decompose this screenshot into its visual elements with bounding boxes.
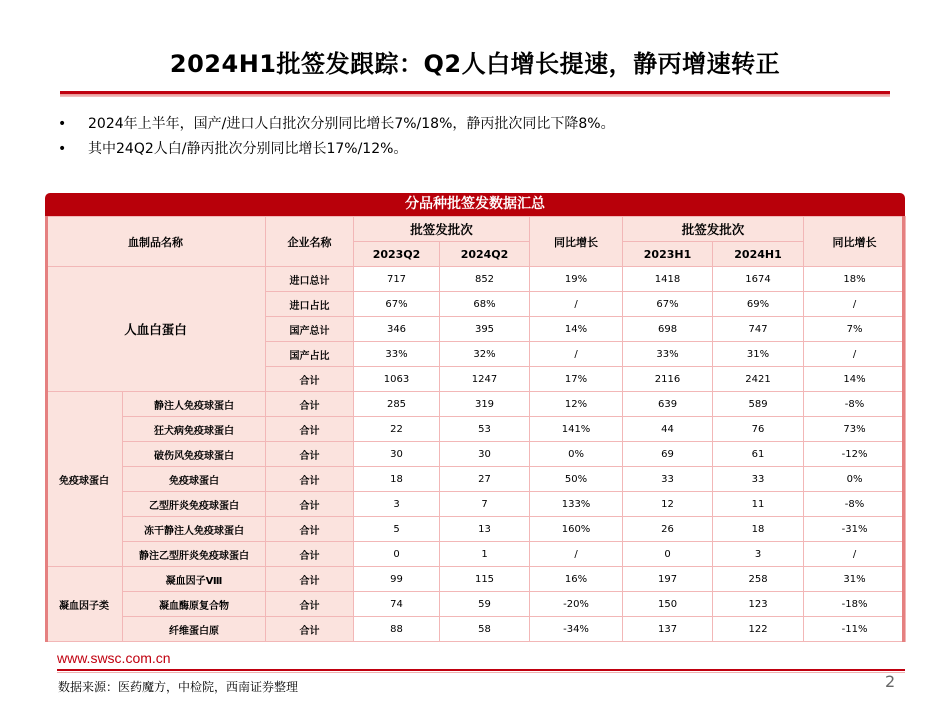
value-yoy-quarter: -34% bbox=[530, 617, 623, 642]
value-2024q2: 395 bbox=[440, 317, 530, 342]
value-2023q2: 18 bbox=[354, 467, 440, 492]
title-underline bbox=[60, 91, 890, 97]
value-yoy-half: -8% bbox=[804, 392, 906, 417]
value-2023h1: 0 bbox=[623, 542, 713, 567]
header-2024q2: 2024Q2 bbox=[440, 242, 530, 267]
sub-product-name: 静注人免疫球蛋白 bbox=[123, 392, 266, 417]
value-2024q2: 53 bbox=[440, 417, 530, 442]
value-2023h1: 197 bbox=[623, 567, 713, 592]
header-product: 血制品名称 bbox=[46, 217, 266, 267]
value-2024q2: 115 bbox=[440, 567, 530, 592]
sub-product-name: 免疫球蛋白 bbox=[123, 467, 266, 492]
value-yoy-half: 18% bbox=[804, 267, 906, 292]
sub-product-name: 静注乙型肝炎免疫球蛋白 bbox=[123, 542, 266, 567]
sub-product-name: 破伤风免疫球蛋白 bbox=[123, 442, 266, 467]
value-2024q2: 32% bbox=[440, 342, 530, 367]
immunoglobulin-section bbox=[46, 392, 906, 567]
value-2023h1: 12 bbox=[623, 492, 713, 517]
value-2024h1: 123 bbox=[713, 592, 804, 617]
sub-product-name: 冻干静注人免疫球蛋白 bbox=[123, 517, 266, 542]
value-yoy-quarter: 12% bbox=[530, 392, 623, 417]
value-2023h1: 26 bbox=[623, 517, 713, 542]
header-yoy-quarter: 同比增长 bbox=[530, 217, 623, 267]
data-source-note: 数据来源：医药魔方，中检院，西南证券整理 bbox=[58, 680, 299, 694]
header-2023h1: 2023H1 bbox=[623, 242, 713, 267]
value-2023q2: 346 bbox=[354, 317, 440, 342]
value-yoy-quarter: 160% bbox=[530, 517, 623, 542]
value-2023h1: 44 bbox=[623, 417, 713, 442]
value-yoy-half: / bbox=[804, 342, 906, 367]
value-2023h1: 1418 bbox=[623, 267, 713, 292]
value-yoy-half: 7% bbox=[804, 317, 906, 342]
value-yoy-half: / bbox=[804, 292, 906, 317]
value-yoy-quarter: 141% bbox=[530, 417, 623, 442]
value-2024h1: 33 bbox=[713, 467, 804, 492]
value-yoy-quarter: / bbox=[530, 542, 623, 567]
value-2023q2: 717 bbox=[354, 267, 440, 292]
table-caption: 分品种批签发数据汇总 bbox=[45, 193, 905, 216]
company-cell: 进口总计 bbox=[266, 267, 354, 292]
table-row bbox=[46, 492, 906, 517]
value-2023q2: 285 bbox=[354, 392, 440, 417]
sub-product-name: 乙型肝炎免疫球蛋白 bbox=[123, 492, 266, 517]
bullet-dot: • bbox=[58, 116, 67, 132]
sub-product-name: 凝血酶原复合物 bbox=[123, 592, 266, 617]
data-table bbox=[45, 216, 906, 642]
value-yoy-half: -8% bbox=[804, 492, 906, 517]
table-row bbox=[46, 592, 906, 617]
value-yoy-half: 0% bbox=[804, 467, 906, 492]
product-name-coagulation: 凝血因子类 bbox=[46, 567, 123, 642]
value-yoy-quarter: 0% bbox=[530, 442, 623, 467]
page-number: 2 bbox=[885, 672, 896, 691]
table-row bbox=[46, 542, 906, 567]
value-2024h1: 11 bbox=[713, 492, 804, 517]
value-2023h1: 639 bbox=[623, 392, 713, 417]
table-row bbox=[46, 567, 906, 592]
product-name-albumin: 人血白蛋白 bbox=[46, 267, 266, 392]
value-2024h1: 76 bbox=[713, 417, 804, 442]
company-cell: 合计 bbox=[266, 567, 354, 592]
value-2024h1: 31% bbox=[713, 342, 804, 367]
value-2023h1: 69 bbox=[623, 442, 713, 467]
value-2024q2: 852 bbox=[440, 267, 530, 292]
value-2023q2: 30 bbox=[354, 442, 440, 467]
company-cell: 合计 bbox=[266, 617, 354, 642]
value-2023q2: 74 bbox=[354, 592, 440, 617]
value-2024q2: 68% bbox=[440, 292, 530, 317]
value-2023q2: 22 bbox=[354, 417, 440, 442]
value-yoy-half: 31% bbox=[804, 567, 906, 592]
value-2024q2: 7 bbox=[440, 492, 530, 517]
value-2024q2: 58 bbox=[440, 617, 530, 642]
value-2024h1: 122 bbox=[713, 617, 804, 642]
value-2023q2: 67% bbox=[354, 292, 440, 317]
value-2023h1: 33% bbox=[623, 342, 713, 367]
company-cell: 合计 bbox=[266, 517, 354, 542]
table-row bbox=[46, 617, 906, 642]
table-left-edge bbox=[45, 216, 48, 642]
value-2023h1: 150 bbox=[623, 592, 713, 617]
summary-bullets bbox=[58, 114, 615, 164]
table-right-edge bbox=[902, 216, 905, 642]
value-2023h1: 698 bbox=[623, 317, 713, 342]
table-row bbox=[46, 517, 906, 542]
value-yoy-half: -18% bbox=[804, 592, 906, 617]
value-2023h1: 33 bbox=[623, 467, 713, 492]
footer-url[interactable]: www.swsc.com.cn bbox=[57, 650, 171, 666]
bullet-text: 其中24Q2人白/静丙批次分别同比增长17%/12%。 bbox=[88, 141, 408, 157]
value-yoy-quarter: 16% bbox=[530, 567, 623, 592]
header-2023q2: 2023Q2 bbox=[354, 242, 440, 267]
value-2023h1: 137 bbox=[623, 617, 713, 642]
company-cell: 合计 bbox=[266, 592, 354, 617]
value-2024h1: 1674 bbox=[713, 267, 804, 292]
header-company: 企业名称 bbox=[266, 217, 354, 267]
company-cell: 合计 bbox=[266, 417, 354, 442]
header-group-half: 批签发批次 bbox=[623, 217, 804, 242]
value-yoy-half: -31% bbox=[804, 517, 906, 542]
value-yoy-quarter: 14% bbox=[530, 317, 623, 342]
value-2023q2: 33% bbox=[354, 342, 440, 367]
value-2024h1: 61 bbox=[713, 442, 804, 467]
value-yoy-quarter: 133% bbox=[530, 492, 623, 517]
bullet-item bbox=[58, 139, 615, 164]
table-row bbox=[46, 392, 906, 417]
value-2024h1: 3 bbox=[713, 542, 804, 567]
value-2023q2: 99 bbox=[354, 567, 440, 592]
company-cell: 合计 bbox=[266, 492, 354, 517]
value-yoy-quarter: / bbox=[530, 342, 623, 367]
value-2023q2: 88 bbox=[354, 617, 440, 642]
value-2024h1: 747 bbox=[713, 317, 804, 342]
value-2024q2: 59 bbox=[440, 592, 530, 617]
table-row bbox=[46, 467, 906, 492]
value-yoy-quarter: 19% bbox=[530, 267, 623, 292]
company-cell: 合计 bbox=[266, 367, 354, 392]
value-yoy-quarter: 17% bbox=[530, 367, 623, 392]
value-2024h1: 18 bbox=[713, 517, 804, 542]
page-title: 2024H1批签发跟踪：Q2人白增长提速，静丙增速转正 bbox=[169, 50, 781, 78]
value-yoy-half: -11% bbox=[804, 617, 906, 642]
table-row bbox=[46, 442, 906, 467]
bullet-item bbox=[58, 114, 615, 139]
sub-product-name: 狂犬病免疫球蛋白 bbox=[123, 417, 266, 442]
value-yoy-half: / bbox=[804, 542, 906, 567]
sub-product-name: 纤维蛋白原 bbox=[123, 617, 266, 642]
value-2024h1: 2421 bbox=[713, 367, 804, 392]
value-2024q2: 27 bbox=[440, 467, 530, 492]
product-name-immunoglobulin: 免疫球蛋白 bbox=[46, 392, 123, 567]
value-yoy-half: 14% bbox=[804, 367, 906, 392]
value-2023h1: 67% bbox=[623, 292, 713, 317]
value-2023q2: 1063 bbox=[354, 367, 440, 392]
company-cell: 合计 bbox=[266, 442, 354, 467]
value-2023q2: 0 bbox=[354, 542, 440, 567]
value-2024h1: 589 bbox=[713, 392, 804, 417]
header-2024h1: 2024H1 bbox=[713, 242, 804, 267]
bullet-dot: • bbox=[58, 141, 67, 157]
footer-divider bbox=[57, 669, 905, 671]
value-2023q2: 3 bbox=[354, 492, 440, 517]
bullet-text: 2024年上半年，国产/进口人白批次分别同比增长7%/18%，静丙批次同比下降8%。 bbox=[88, 116, 615, 132]
table-row bbox=[46, 417, 906, 442]
value-2024h1: 258 bbox=[713, 567, 804, 592]
company-cell: 合计 bbox=[266, 542, 354, 567]
sub-product-name: 凝血因子Ⅷ bbox=[123, 567, 266, 592]
footer-divider-light bbox=[57, 672, 905, 673]
value-2024q2: 1247 bbox=[440, 367, 530, 392]
value-yoy-half: 73% bbox=[804, 417, 906, 442]
table-row bbox=[46, 267, 906, 292]
value-2024q2: 1 bbox=[440, 542, 530, 567]
value-yoy-half: -12% bbox=[804, 442, 906, 467]
albumin-section bbox=[46, 267, 906, 392]
value-2024h1: 69% bbox=[713, 292, 804, 317]
coagulation-section bbox=[46, 567, 906, 642]
header-group-quarter: 批签发批次 bbox=[354, 217, 530, 242]
company-cell: 国产占比 bbox=[266, 342, 354, 367]
value-yoy-quarter: 50% bbox=[530, 467, 623, 492]
header-yoy-half: 同比增长 bbox=[804, 217, 906, 267]
company-cell: 合计 bbox=[266, 392, 354, 417]
company-cell: 国产总计 bbox=[266, 317, 354, 342]
company-cell: 合计 bbox=[266, 467, 354, 492]
value-2023q2: 5 bbox=[354, 517, 440, 542]
value-yoy-quarter: -20% bbox=[530, 592, 623, 617]
value-2024q2: 30 bbox=[440, 442, 530, 467]
value-2024q2: 319 bbox=[440, 392, 530, 417]
value-2023h1: 2116 bbox=[623, 367, 713, 392]
value-yoy-quarter: / bbox=[530, 292, 623, 317]
company-cell: 进口占比 bbox=[266, 292, 354, 317]
value-2024q2: 13 bbox=[440, 517, 530, 542]
